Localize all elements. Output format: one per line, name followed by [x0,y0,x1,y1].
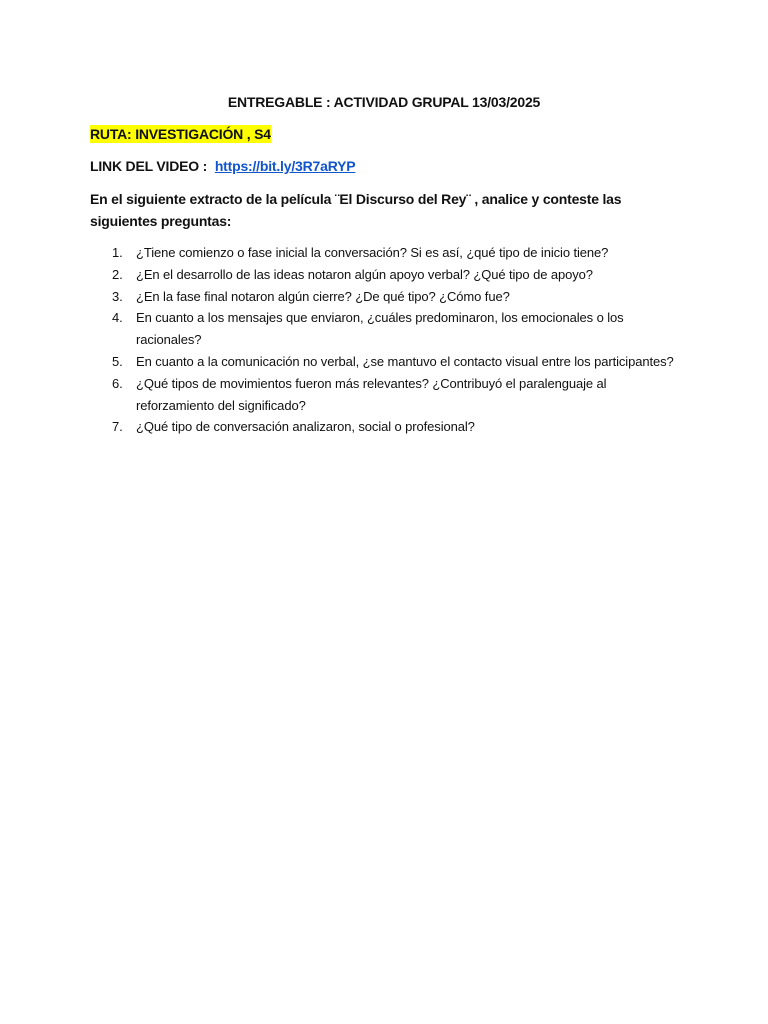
list-item-text: ¿En el desarrollo de las ideas notaron algún apoyo verbal? ¿Qué tipo de apoyo? [136,266,593,282]
list-item-text: En cuanto a la comunicación no verbal, ¿se mantuvo el contacto visual entre los participantes? [136,353,674,369]
questions-list [90,242,680,438]
intro-paragraph: En el siguiente extracto de la película ¨El Discurso del Rey¨ , analice y conteste las siguientes preguntas: [90,191,622,229]
list-item-number: 3. [112,288,123,304]
video-link[interactable]: https://bit.ly/3R7aRYP [214,158,356,174]
route-highlight: RUTA: INVESTIGACIÓN , S4 [90,126,271,142]
list-item [90,286,680,308]
list-item-number: 5. [112,353,123,369]
list-item-text: ¿Qué tipo de conversación analizaron, social o profesional? [136,419,475,435]
list-item-text: ¿Tiene comienzo o fase inicial la conversación? Si es así, ¿qué tipo de inicio tiene? [136,245,609,260]
list-item [90,242,680,264]
list-item [90,264,680,286]
list-item-number: 1. [112,245,123,260]
route-line [90,124,271,144]
list-item [90,373,680,417]
video-link-line [90,156,355,176]
list-item-text: ¿Qué tipos de movimientos fueron más relevantes? ¿Contribuyó el paralenguaje al reforzamiento del significado? [136,375,607,413]
list-item [90,351,680,373]
document-heading: ENTREGABLE : ACTIVIDAD GRUPAL 13/03/2025 [227,94,541,110]
list-item [90,307,680,351]
list-item [90,416,680,438]
list-item-text: ¿En la fase final notaron algún cierre? ¿De qué tipo? ¿Cómo fue? [136,288,510,304]
list-item-text: En cuanto a los mensajes que enviaron, ¿cuáles predominaron, los emocionales o los racionales? [136,310,624,348]
list-item-number: 6. [112,375,123,391]
list-item-number: 4. [112,310,123,326]
video-link-label: LINK DEL VIDEO : [90,158,208,174]
list-item-number: 7. [112,419,123,435]
list-item-number: 2. [112,266,123,282]
